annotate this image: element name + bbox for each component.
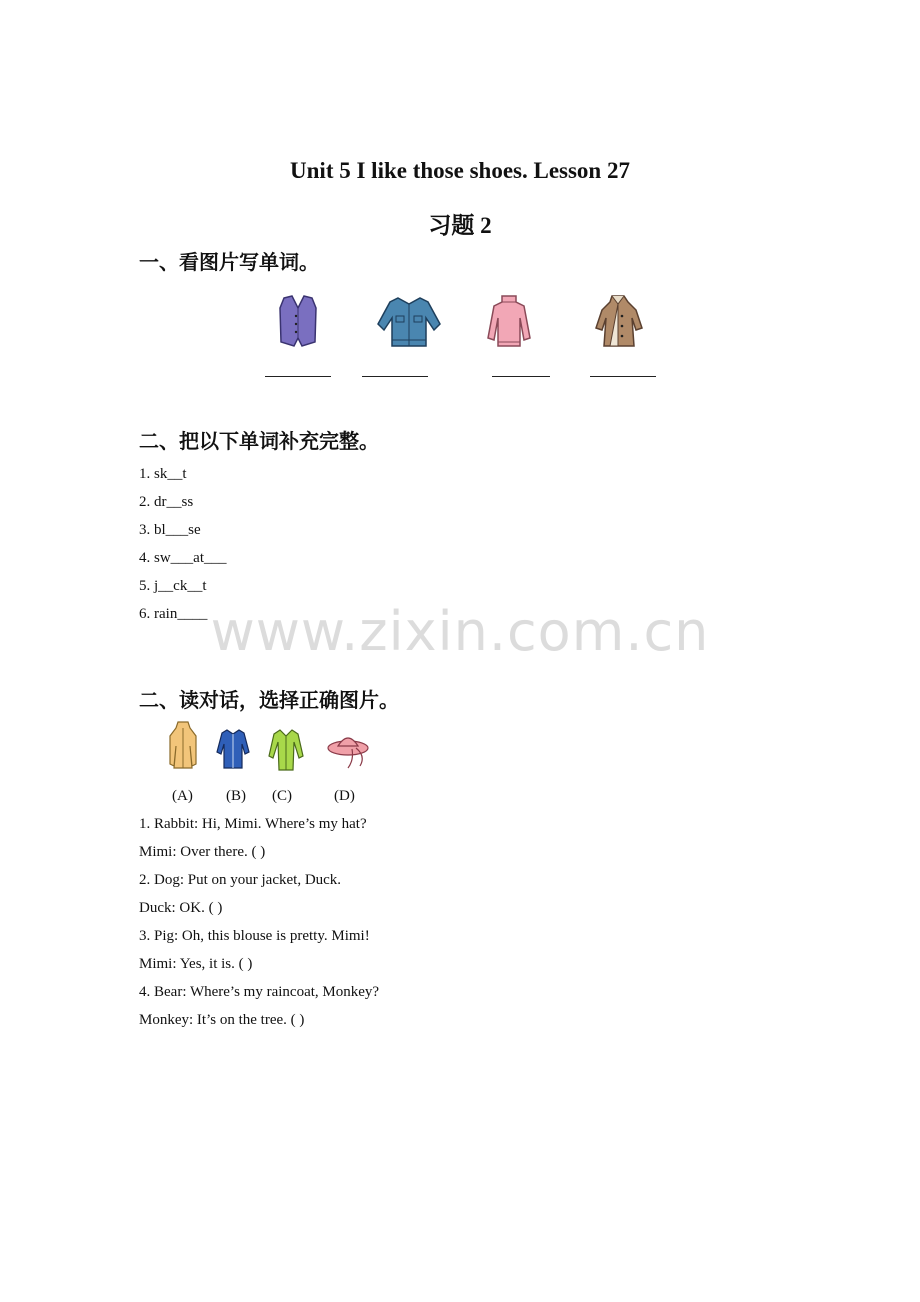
fill-item-3: 3. bl___se (139, 522, 201, 538)
vest-icon (276, 294, 320, 348)
green-blouse-icon (268, 728, 304, 772)
section1-heading: 一、看图片写单词。 (139, 250, 319, 274)
dialogue-line-5: 3. Pig: Oh, this blouse is pretty. Mimi! (139, 928, 370, 944)
denim-jacket-icon (376, 294, 442, 350)
fill-item-2: 2. dr__ss (139, 494, 194, 510)
dialogue-line-1: 1. Rabbit: Hi, Mimi. Where’s my hat? (139, 816, 367, 832)
dialogue-line-2: Mimi: Over there. ( ) (139, 844, 266, 860)
blue-jacket-icon (216, 728, 250, 770)
page-subtitle: 习题 2 (428, 213, 492, 238)
fill-item-6: 6. rain____ (139, 606, 208, 622)
raincoat-icon (168, 720, 198, 770)
section3-heading: 二、读对话，选择正确图片。 (139, 688, 399, 712)
option-label-d: (D) (334, 788, 355, 804)
hat-icon (326, 730, 372, 770)
dialogue-line-3: 2. Dog: Put on your jacket, Duck. (139, 872, 342, 888)
answer-blank-3[interactable] (492, 376, 550, 377)
option-label-b: (B) (226, 788, 246, 804)
answer-blank-1[interactable] (265, 376, 331, 377)
dialogue-line-7: 4. Bear: Where’s my raincoat, Monkey? (139, 984, 380, 1000)
section2-heading: 二、把以下单词补充完整。 (139, 429, 379, 453)
fill-item-5: 5. j__ck__t (139, 578, 207, 594)
option-label-c: (C) (272, 788, 292, 804)
fill-item-4: 4. sw___at___ (139, 550, 227, 566)
page-title: Unit 5 I like those shoes. Lesson 27 (290, 158, 630, 183)
brown-coat-icon (594, 294, 644, 350)
fill-item-1: 1. sk__t (139, 466, 187, 482)
dialogue-line-6: Mimi: Yes, it is. ( ) (139, 956, 253, 972)
answer-blank-4[interactable] (590, 376, 656, 377)
watermark: www.zixin.com.cn (210, 600, 710, 663)
pink-sweater-icon (486, 294, 532, 350)
dialogue-line-8: Monkey: It’s on the tree. ( ) (139, 1012, 305, 1028)
option-label-a: (A) (172, 788, 193, 804)
answer-blank-2[interactable] (362, 376, 428, 377)
dialogue-line-4: Duck: OK. ( ) (139, 900, 223, 916)
